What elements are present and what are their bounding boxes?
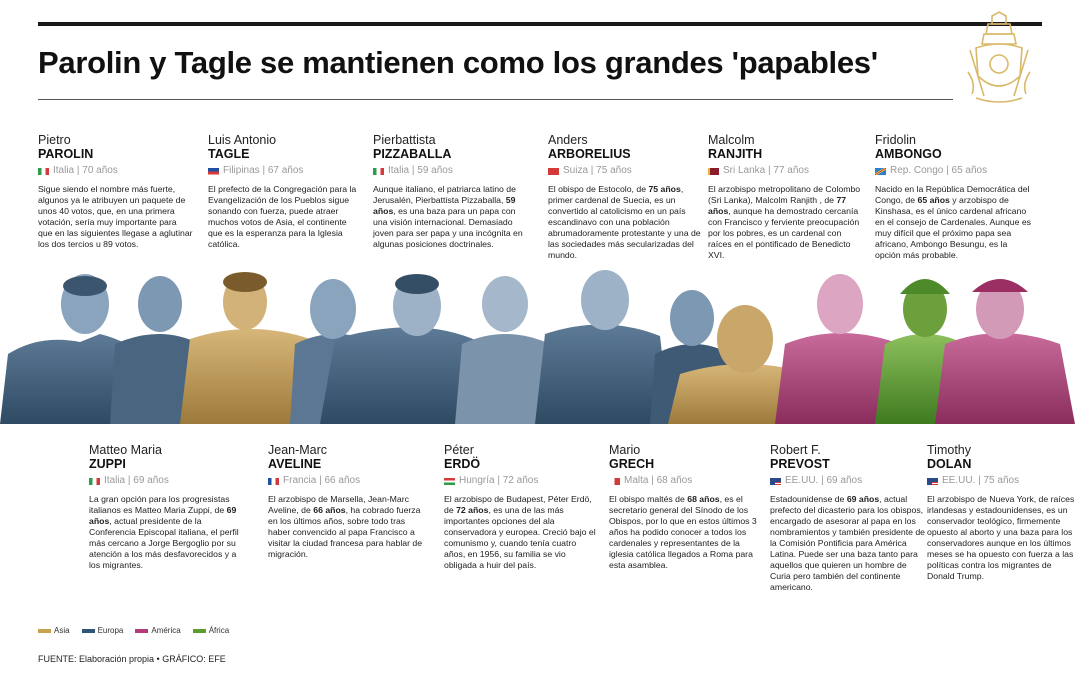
candidate-description: Estadounidense de 69 años, actual prefecto del dicasterio para los obispos, encargado de asesorar al papa en los nombramientos y también presidente de la Comisión Pontificia para América Latina. Puede ser una baza tanto para aquellos que quieren un hombre de Curia pero también del continente americano. xyxy=(770,494,926,592)
candidate-meta xyxy=(927,475,1077,487)
candidate-description: Nacido en la República Democrática del Congo, de 65 años y arzobispo de Kinshasa, es el único cardenal africano en el consejo de Cardenales. Aunque es muy difícil que el próximo papa sea africano, Ambongo Besungu, es la opción más probable. xyxy=(875,184,1032,260)
flag-srilanka-icon xyxy=(708,168,719,175)
candidate-country-age: Sri Lanka | 77 años xyxy=(723,165,809,176)
legend-swatch xyxy=(82,629,95,633)
legend-swatch xyxy=(193,629,206,633)
candidate-card-grech xyxy=(609,443,764,571)
candidate-country-age: EE.UU. | 69 años xyxy=(785,475,863,486)
candidate-description: El arzobispo de Budapest, Péter Erdö, de 72 años, es una de las más importantes opciones del ala conservadora y europea. Creció bajo el comunismo y, cuando tenía cuatro años, en 1956, su familia se vio obligada a huir del país. xyxy=(444,494,596,570)
candidate-country-age: Francia | 66 años xyxy=(283,475,361,486)
candidate-meta xyxy=(89,475,244,487)
cardinal-dolan-portrait xyxy=(935,279,1075,424)
legend-item-europa xyxy=(82,626,124,635)
candidate-meta xyxy=(208,165,363,177)
candidate-card-erdo xyxy=(444,443,599,571)
candidate-meta xyxy=(268,475,423,487)
candidate-card-tagle xyxy=(208,133,363,250)
candidate-first-name: Fridolin xyxy=(875,133,916,147)
candidate-last-name: ARBORELIUS xyxy=(548,147,631,161)
legend-swatch xyxy=(38,629,51,633)
candidate-card-ranjith xyxy=(708,133,863,261)
candidate-last-name: PIZZABALLA xyxy=(373,147,452,161)
candidate-description: El arzobispo de Marsella, Jean-Marc Aveline, de 66 años, ha cobrado fuerza en los últimos años, sobre todo tras haber convencido al papa Francisco a visitar la ciudad francesa para hablar de migración. xyxy=(268,494,423,559)
candidate-last-name: TAGLE xyxy=(208,147,250,161)
flag-italy-icon xyxy=(89,478,100,485)
legend-item-america xyxy=(135,626,180,635)
candidate-first-name: Timothy xyxy=(927,443,971,457)
candidate-card-arborelius xyxy=(548,133,703,261)
candidate-country-age: Hungría | 72 años xyxy=(459,475,539,486)
candidate-last-name: GRECH xyxy=(609,457,655,471)
flag-switzerland-icon xyxy=(548,168,559,175)
candidate-description: El obispo maltés de 68 años, es el secretario general del Sínodo de los Obispos, por lo que en estos últimos 3 años ha podido conocer a todos los cardenales y representantes de la iglesia católica llegados a Roma para esta asamblea. xyxy=(609,494,757,570)
candidate-description: El arzobispo de Nueva York, de raíces irlandesas y estadounidenses, es un conservador teológico, firmemente opuesto al aborto y una baza para los conservadores aunque en los últimos meses se ha opuesto con fuerza a las políticas contra los migrantes de Donald Trump. xyxy=(927,494,1075,581)
flag-hungary-icon xyxy=(444,478,455,485)
candidate-card-prevost xyxy=(770,443,925,593)
candidate-description: El prefecto de la Congregación para la Evangelización de los Pueblos sigue sonando con fuerza, puede atraer muchos votos de Asia, el continente que es la esperanza para la Iglesia católica. xyxy=(208,184,357,249)
candidate-first-name: Luis Antonio xyxy=(208,133,277,147)
legend-label: América xyxy=(151,626,181,635)
title-rule xyxy=(38,99,953,100)
candidate-meta xyxy=(770,475,925,487)
candidate-meta xyxy=(38,165,193,177)
cardinal-arborelius-portrait xyxy=(535,270,670,424)
candidate-country-age: Italia | 70 años xyxy=(53,165,118,176)
legend-label: África xyxy=(208,626,230,635)
candidate-card-ambongo xyxy=(875,133,1035,261)
candidate-first-name: Jean-Marc xyxy=(268,443,328,457)
candidate-meta xyxy=(548,165,703,177)
candidate-first-name: Péter xyxy=(444,443,474,457)
candidate-card-parolin xyxy=(38,133,193,250)
candidate-last-name: PREVOST xyxy=(770,457,830,471)
candidate-meta xyxy=(708,165,863,177)
candidate-description: Aunque italiano, el patriarca latino de Jerusalén, Pierbattista Pizzaballa, 59 años, es una baza para un papa con una visión internacional. Demasiado joven para ser papa y una incógnita en algunas posiciones doctrinales. xyxy=(373,184,523,249)
candidate-meta xyxy=(373,165,528,177)
candidate-card-pizzaballa xyxy=(373,133,528,250)
flag-italy-icon xyxy=(38,168,49,175)
candidate-first-name: Matteo Maria xyxy=(89,443,162,457)
legend-label: Asia xyxy=(54,626,70,635)
candidate-description: Sigue siendo el nombre más fuerte, algunos ya le atribuyen un paquete de unos 40 votos, que, en una primera votación, sería muy importante para que en las siguientes llegase a aglutinar los dos tercios u 89 votos. xyxy=(38,184,193,249)
candidate-card-zuppi xyxy=(89,443,244,571)
candidate-first-name: Mario xyxy=(609,443,641,457)
candidate-first-name: Anders xyxy=(548,133,588,147)
candidate-last-name: ERDÖ xyxy=(444,457,481,471)
candidate-description: El arzobispo metropolitano de Colombo (Sri Lanka), Malcolm Ranjith , de 77 años, aunque ha demostrado cercanía con Francisco y ferviente preocupación por los pobres, es un cardenal con raíces en el pontificado de Benedicto XVI. xyxy=(708,184,861,260)
candidate-description: La gran opción para los progresistas italianos es Matteo Maria Zuppi, de 69 años, actual presidente de la Conferencia Episcopal italiana, el perfil más cercano a Jorge Bergoglio por su atención a los más desfavorecidos y a los migrantes. xyxy=(89,494,239,570)
candidate-first-name: Malcolm xyxy=(708,133,755,147)
candidate-meta xyxy=(444,475,599,487)
source-credit: FUENTE: Elaboración propia • GRÁFICO: EFE xyxy=(38,654,226,664)
continent-legend xyxy=(38,626,229,635)
flag-usa-icon xyxy=(770,478,781,485)
legend-swatch xyxy=(135,629,148,633)
candidate-last-name: PAROLIN xyxy=(38,147,94,161)
legend-label: Europa xyxy=(97,626,124,635)
candidate-last-name: RANJITH xyxy=(708,147,763,161)
candidate-card-aveline xyxy=(268,443,423,560)
candidate-last-name: AMBONGO xyxy=(875,147,942,161)
candidate-meta xyxy=(609,475,764,487)
flag-drcongo-icon xyxy=(875,168,886,175)
cardinals-photo-band xyxy=(0,264,1080,424)
candidate-meta xyxy=(875,165,1035,177)
candidate-first-name: Pierbattista xyxy=(373,133,436,147)
top-rule xyxy=(38,22,1042,26)
page-title: Parolin y Tagle se mantienen como los grandes 'papables' xyxy=(38,45,878,80)
candidate-country-age: Filipinas | 67 años xyxy=(223,165,304,176)
candidate-first-name: Pietro xyxy=(38,133,71,147)
candidate-country-age: Suiza | 75 años xyxy=(563,165,632,176)
candidate-country-age: EE.UU. | 75 años xyxy=(942,475,1020,486)
flag-philippines-icon xyxy=(208,168,219,175)
candidate-last-name: DOLAN xyxy=(927,457,972,471)
candidate-last-name: ZUPPI xyxy=(89,457,126,471)
legend-item-asia xyxy=(38,626,70,635)
candidate-country-age: Italia | 59 años xyxy=(388,165,453,176)
candidate-country-age: Rep. Congo | 65 años xyxy=(890,165,988,176)
flag-france-icon xyxy=(268,478,279,485)
candidate-first-name: Robert F. xyxy=(770,443,821,457)
legend-item-africa xyxy=(193,626,229,635)
candidate-description: El obispo de Estocolo, de 75 años, primer cardenal de Suecia, es un convertido al catolicismo en un país escandinavo con una población abrumadoramente protestante y una de las sociedades más secularizadas del mundo. xyxy=(548,184,701,260)
candidate-country-age: Malta | 68 años xyxy=(624,475,693,486)
candidate-card-dolan xyxy=(927,443,1077,582)
candidate-country-age: Italia | 69 años xyxy=(104,475,169,486)
flag-usa-icon xyxy=(927,478,938,485)
flag-malta-icon xyxy=(609,478,620,485)
flag-italy-icon xyxy=(373,168,384,175)
candidate-last-name: AVELINE xyxy=(268,457,322,471)
papal-coat-of-arms-icon xyxy=(962,10,1036,108)
